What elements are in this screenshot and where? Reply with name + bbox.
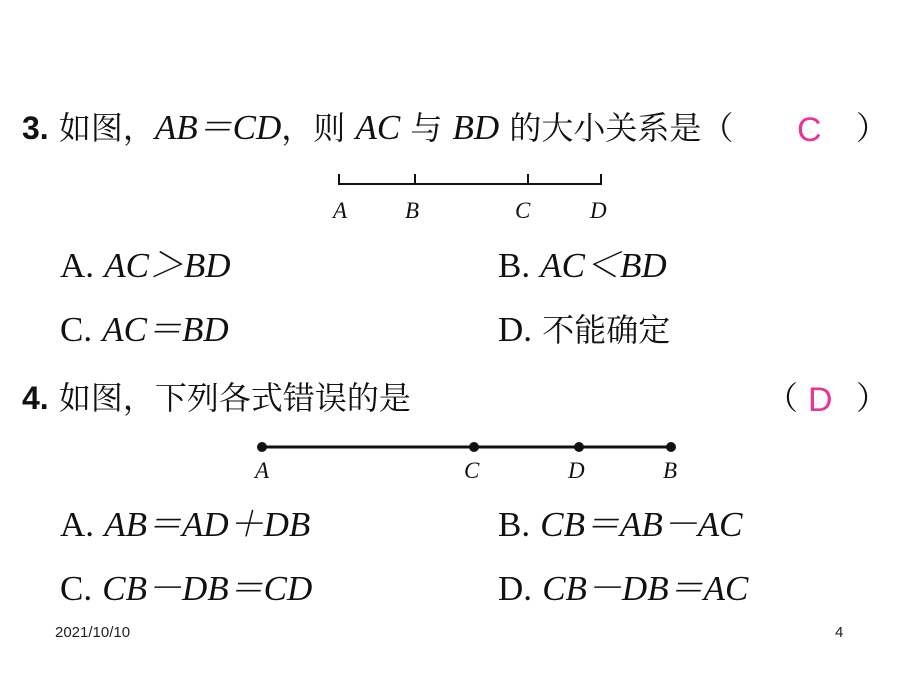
q3-option-d-text: 不能确定 xyxy=(542,311,671,349)
q3-option-a-key: A. xyxy=(60,246,95,285)
footer-date: 2021/10/10 xyxy=(55,624,131,641)
q3-stem-text-a: 如图， xyxy=(48,109,155,147)
q3-stem-text-b: ，则 xyxy=(281,109,356,147)
q3-answer: C xyxy=(797,111,822,149)
q4-point-label-d: D xyxy=(568,458,585,483)
q4-close-paren: ） xyxy=(856,379,889,417)
q4-point-d xyxy=(574,442,584,452)
q4-option-b-key: B. xyxy=(498,505,531,544)
q4-option-d xyxy=(498,571,748,607)
q3-point-label-a: A xyxy=(333,198,348,223)
q4-option-b xyxy=(498,507,743,543)
q3-point-label-d: D xyxy=(590,198,607,223)
q4-option-d-key: D. xyxy=(498,569,533,608)
q4-option-d-text: CB－DB＝AC xyxy=(542,569,749,608)
q3-segment-ac: AC xyxy=(355,108,401,147)
q4-answer: D xyxy=(808,381,833,419)
q4-option-c-text: CB－DB＝CD xyxy=(102,569,313,608)
q3-stem-text-d: 的大小关系是（ xyxy=(499,109,734,147)
q3-point-label-b: B xyxy=(405,198,420,223)
q4-option-a-text: AB＝AD＋DB xyxy=(104,505,311,544)
q3-option-b-text: AC＜BD xyxy=(540,246,667,285)
q4-option-c-key: C. xyxy=(60,569,93,608)
q4-option-a-key: A. xyxy=(60,505,95,544)
q3-close-paren: ） xyxy=(856,109,889,147)
q3-number: 3. xyxy=(22,110,49,146)
q4-number: 4. xyxy=(22,380,49,416)
q3-equation: AB＝CD xyxy=(154,108,282,147)
q4-point-label-a: A xyxy=(255,458,270,483)
q4-point-b xyxy=(666,442,676,452)
q4-option-c xyxy=(60,571,312,607)
q4-option-a xyxy=(60,507,310,543)
q3-option-c-key: C. xyxy=(60,310,93,349)
q3-segment-bd: BD xyxy=(452,108,500,147)
q3-option-d-key: D. xyxy=(498,310,533,349)
footer-page-number: 4 xyxy=(835,624,844,641)
q4-point-label-b: B xyxy=(663,458,678,483)
q3-stem-text-c: 与 xyxy=(400,109,453,147)
q3-option-b-key: B. xyxy=(498,246,531,285)
q4-point-a xyxy=(257,442,267,452)
q4-open-paren: （ xyxy=(766,379,799,417)
q4-option-b-text: CB＝AB－AC xyxy=(540,505,743,544)
q4-stem-text: 如图，下列各式错误的是 xyxy=(48,379,411,417)
q3-option-a-text: AC＞BD xyxy=(104,246,231,285)
q4-point-label-c: C xyxy=(464,458,480,483)
q3-option-c-text: AC＝BD xyxy=(102,310,229,349)
q4-point-c xyxy=(469,442,479,452)
q3-point-label-c: C xyxy=(515,198,531,223)
